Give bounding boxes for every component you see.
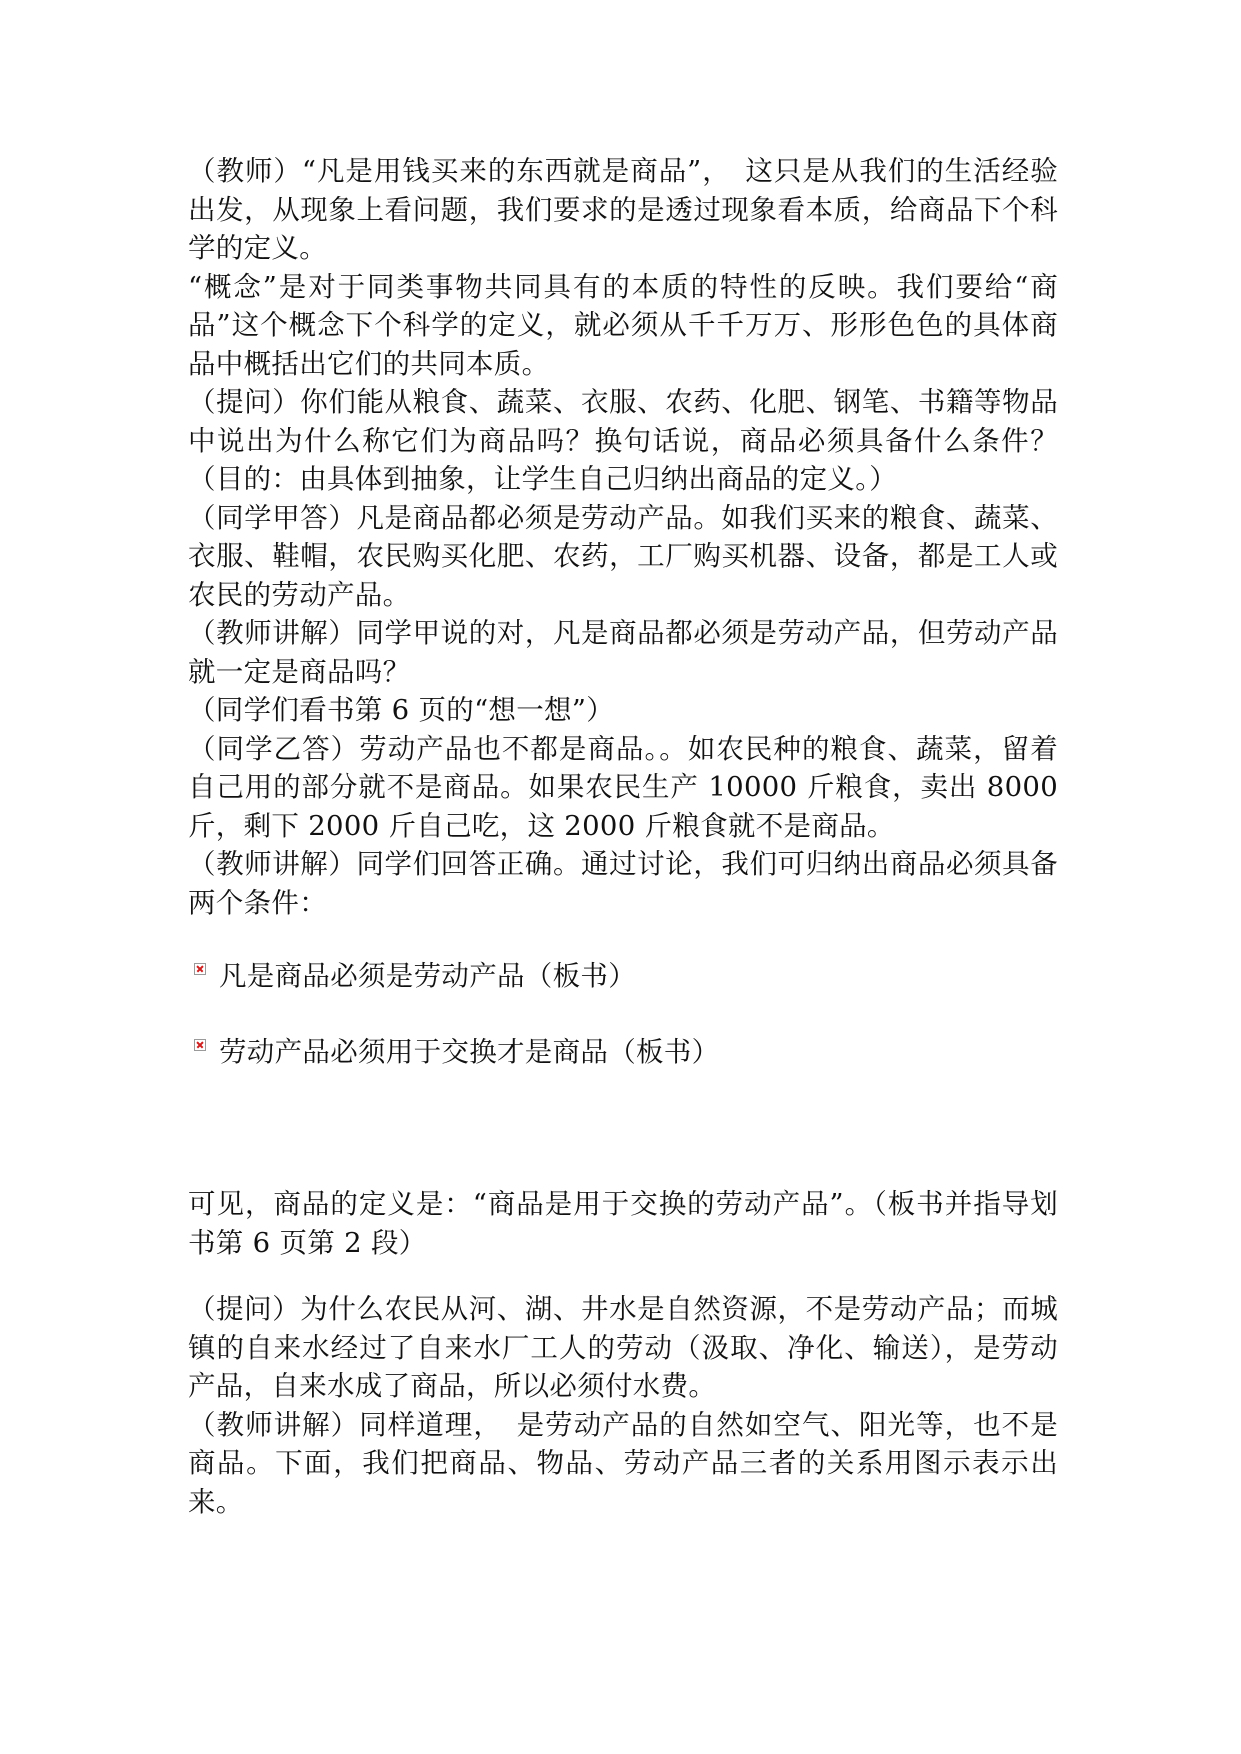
- broken-image-icon: [194, 963, 206, 975]
- paragraph-read-book: （同学们看书第 6 页的“想一想”）: [188, 694, 614, 726]
- paragraph-question: （提问）你们能从粮食、蔬菜、衣服、农药、化肥、钢笔、书籍等物品中说出为什么称它们为商品吗？换句话说，商品必须具备什么条件？（目的：由具体到抽象，让学生自己归纳出商品的定义。）: [188, 386, 1058, 495]
- paragraph-water-question: （提问）为什么农民从河、湖、井水是自然资源，不是劳动产品；而城镇的自来水经过了自来水厂工人的劳动（汲取、净化、输送），是劳动产品，自来水成了商品，所以必须付水费。: [188, 1293, 1058, 1402]
- paragraph-teacher-explain-2: （教师讲解）同学们回答正确。通过讨论，我们可归纳出商品必须具备两个条件：: [188, 848, 1058, 919]
- paragraph-teacher-explain-3: （教师讲解）同样道理， 是劳动产品的自然如空气、阳光等，也不是商品。下面，我们把商品、物品、劳动产品三者的关系用图示表示出来。: [188, 1408, 1058, 1518]
- document-body: [188, 152, 1058, 1521]
- bullet-item-2: [188, 1033, 1058, 1072]
- bullet-text-1: 凡是商品必须是劳动产品（板书）: [219, 960, 636, 992]
- paragraph-teacher-intro: （教师）“凡是用钱买来的东西就是商品”， 这只是从我们的生活经验出发，从现象上看问题，我们要求的是透过现象看本质，给商品下个科学的定义。: [188, 155, 1058, 264]
- paragraph-teacher-explain-1: （教师讲解）同学甲说的对，凡是商品都必须是劳动产品，但劳动产品就一定是商品吗？: [188, 617, 1058, 688]
- bullet-item-1: [188, 957, 1058, 996]
- paragraph-concept: “概念”是对于同类事物共同具有的本质的特性的反映。我们要给“商品”这个概念下个科学的定义，就必须从千千万万、形形色色的具体商品中概括出它们的共同本质。: [188, 270, 1058, 380]
- broken-image-icon: [194, 1039, 206, 1051]
- paragraph-student-b: （同学乙答）劳动产品也不都是商品。。如农民种的粮食、蔬菜，留着自己用的部分就不是商品。如果农民生产 10000 斤粮食，卖出 8000 斤，剩下 2000 斤自己吃，这 2000 斤粮食就不是商品。: [188, 732, 1058, 842]
- paragraph-definition: 可见，商品的定义是：“商品是用于交换的劳动产品”。（板书并指导划书第 6 页第 2 段）: [188, 1188, 1058, 1259]
- bullet-text-2: 劳动产品必须用于交换才是商品（板书）: [219, 1035, 720, 1068]
- paragraph-student-a: （同学甲答）凡是商品都必须是劳动产品。如我们买来的粮食、蔬菜、衣服、鞋帽，农民购买化肥、农药，工厂购买机器、设备，都是工人或农民的劳动产品。: [188, 501, 1058, 611]
